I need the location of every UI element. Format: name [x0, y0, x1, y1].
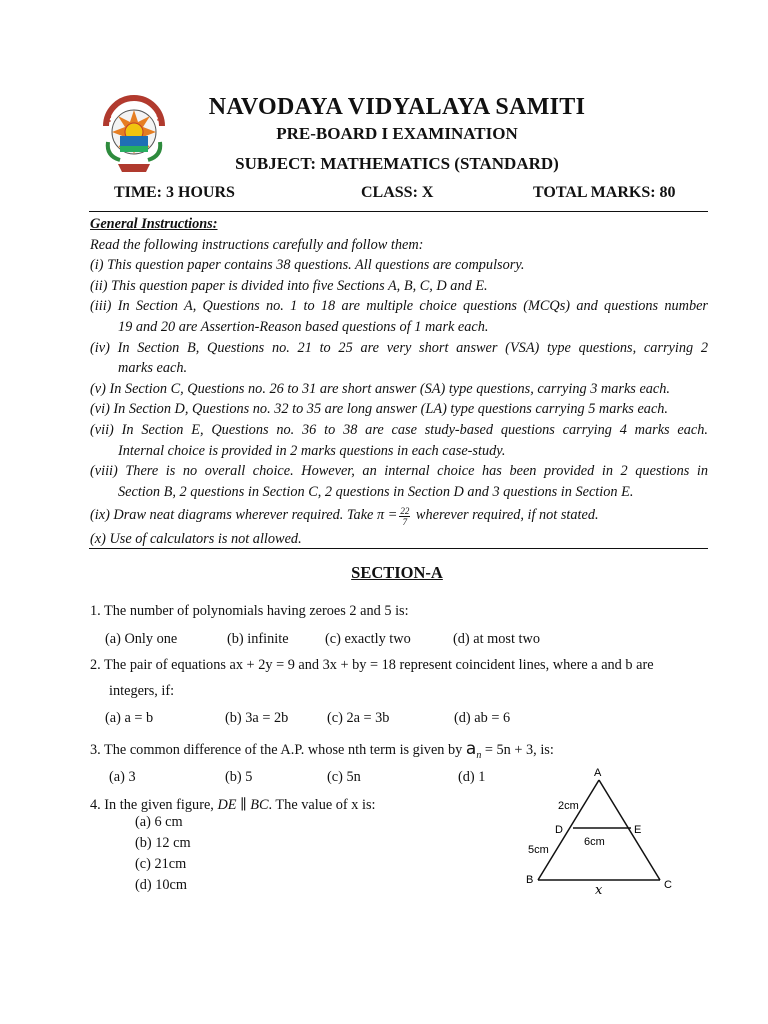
instruction-vi: (vi) In Section D, Questions no. 32 to 35 are long answer (LA) type questions carrying 5 marks each. [90, 401, 669, 418]
instructions-title: General Instructions: [90, 216, 218, 232]
question-1-option-d: (d) at most two [453, 631, 540, 647]
question-3-option-d: (d) 1 [458, 769, 486, 785]
question-3-option-c: (c) 5n [327, 769, 361, 785]
question-1-option-c: (c) exactly two [325, 631, 411, 647]
instruction-iii-line2: 19 and 20 are Assertion-Reason based questions of 1 mark each. [118, 318, 489, 335]
instruction-vii-line2: Internal choice is provided in 2 marks questions in each case-study. [118, 442, 506, 459]
question-1-text: 1. The number of polynomials having zeroes 2 and 5 is: [90, 603, 409, 619]
question-2-option-a: (a) a = b [105, 710, 154, 726]
subject-title: SUBJECT: MATHEMATICS (STANDARD) [235, 154, 559, 173]
question-1-option-a: (a) Only one [105, 631, 178, 647]
instruction-viii-line2: Section B, 2 questions in Section C, 2 questions in Section D and 3 questions in Section E. [118, 483, 634, 500]
point-d-label: D [555, 824, 563, 836]
instruction-iv-line2: marks each. [118, 360, 188, 377]
pi-fraction-numerator: 22 [400, 505, 410, 516]
header-divider [89, 211, 708, 212]
instructions-divider [89, 548, 708, 549]
question-2-option-d: (d) ab = 6 [454, 710, 511, 726]
question-3-option-a: (a) 3 [109, 769, 136, 785]
question-4-text-pre: 4. In the given figure, [90, 797, 218, 813]
length-db-label: 5cm [528, 844, 549, 856]
length-bc-label: x [595, 883, 603, 898]
triangle-figure [515, 764, 695, 900]
question-3-option-b: (b) 5 [225, 769, 253, 785]
question-1-option-b: (b) infinite [227, 631, 289, 647]
question-4-text-post: . The value of x is: [268, 797, 376, 813]
question-3-an-subscript: n [476, 749, 482, 761]
question-4-option-b: (b) 12 cm [135, 835, 191, 851]
instruction-i: (i) This question paper contains 38 questions. All questions are compulsory. [90, 257, 525, 274]
instruction-vii-line1: (vii) In Section E, Questions no. 36 to 38 are case study-based questions carrying 4 marks each. [90, 421, 708, 438]
instruction-iii-line1: (iii) In Section A, Questions no. 1 to 18 are multiple choice questions (MCQs) and questions number [90, 298, 708, 315]
instruction-x: (x) Use of calculators is not allowed. [90, 531, 302, 548]
question-3-an-symbol: a [465, 739, 477, 759]
org-title: NAVODAYA VIDYALAYA SAMITI [208, 94, 586, 120]
question-2-option-c: (c) 2a = 3b [327, 710, 390, 726]
question-3-text-pre: 3. The common difference of the A.P. whose nth term is given by [90, 742, 466, 758]
length-ad-label: 2cm [558, 800, 579, 812]
question-3-text-post: = 5n + 3, is: [481, 742, 554, 758]
question-3-text [90, 739, 554, 761]
question-2-option-b: (b) 3a = 2b [225, 710, 289, 726]
instruction-ix-pre: (ix) Draw neat diagrams wherever required. Take [90, 507, 377, 524]
triangle-side-ac [599, 780, 660, 880]
question-4-option-a: (a) 6 cm [135, 814, 183, 830]
section-a-heading: SECTION-A [351, 563, 443, 582]
instruction-viii-line1: (viii) There is no overall choice. However, an internal choice has been provided in 2 questions in [90, 463, 708, 480]
instruction-ix [90, 502, 708, 529]
question-4-math: DE ∥ BC [217, 797, 269, 813]
question-4-text [90, 797, 376, 814]
class-label: CLASS: X [361, 184, 434, 201]
question-4-option-d: (d) 10cm [135, 877, 188, 893]
pi-fraction [399, 506, 410, 527]
time-label: TIME: 3 HOURS [114, 184, 235, 201]
triangle-side-ab [538, 780, 599, 880]
question-2-text: 2. The pair of equations ax + 2y = 9 and 3x + by = 18 represent coincident lines, where a and b are [90, 657, 654, 673]
vertex-b-label: B [526, 874, 534, 886]
instruction-ix-pi: π = [376, 507, 398, 524]
instruction-ix-post: wherever required, if not stated. [412, 507, 599, 524]
point-e-label: E [634, 824, 642, 836]
vertex-c-label: C [664, 879, 672, 891]
general-instructions [90, 214, 708, 550]
vertex-a-label: A [594, 767, 602, 779]
question-2-text-cont: integers, if: [109, 683, 175, 699]
instruction-v: (v) In Section C, Questions no. 26 to 31 are short answer (SA) type questions, carrying 3 marks each. [90, 380, 671, 397]
length-de-label: 6cm [584, 836, 605, 848]
total-marks-label: TOTAL MARKS: 80 [533, 184, 676, 201]
question-4-option-c: (c) 21cm [135, 856, 187, 872]
exam-title: PRE-BOARD I EXAMINATION [276, 124, 518, 143]
instructions-intro: Read the following instructions carefully and follow them: [90, 236, 424, 253]
instruction-iv-line1: (iv) In Section B, Questions no. 21 to 25 are very short answer (VSA) type questions, carrying 2 [90, 339, 708, 356]
instruction-ii: (ii) This question paper is divided into five Sections A, B, C, D and E. [90, 277, 488, 294]
pi-fraction-denominator: 7 [402, 516, 408, 527]
